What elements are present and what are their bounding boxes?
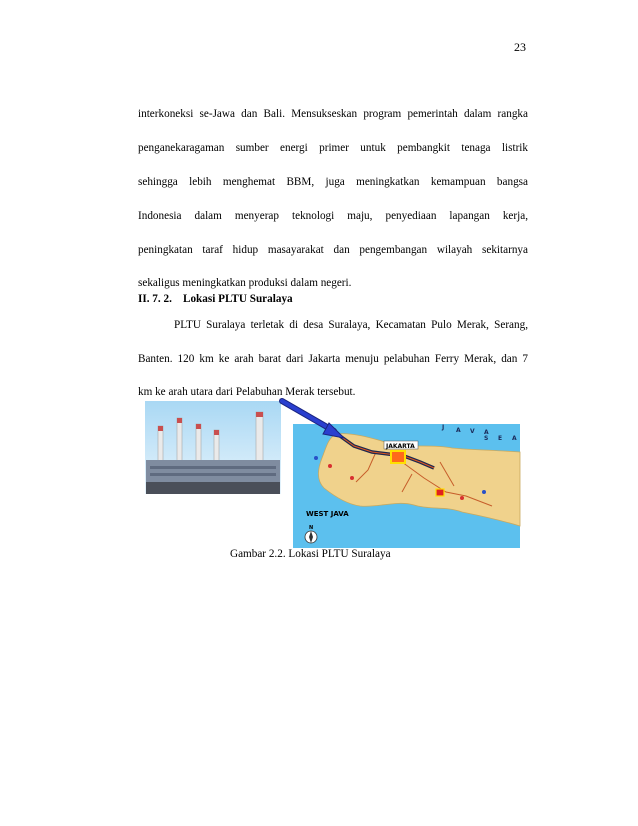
- section-number: II. 7. 2.: [138, 293, 172, 305]
- sea-letter: J: [442, 424, 445, 431]
- city-marker: [482, 490, 486, 494]
- power-plant-photo: [145, 401, 281, 494]
- text-line: Indonesia dalam menyerap teknologi maju, penyediaan lapangan kerja,: [138, 210, 528, 222]
- section-title: Lokasi PLTU Suralaya: [183, 293, 293, 305]
- sea-letter: V: [470, 428, 475, 435]
- text-line: peningkatan taraf hidup masayarakat dan pengembangan wilayah sekitarnya: [138, 244, 528, 256]
- sea-letter: A: [456, 427, 461, 434]
- city-marker: [328, 464, 332, 468]
- sea-letter: S: [484, 435, 489, 442]
- text-line: Banten. 120 km ke arah barat dari Jakarta menuju pelabuhan Ferry Merak, dan 7: [138, 353, 528, 365]
- jakarta-marker: [391, 451, 405, 463]
- compass-north-label: N: [309, 525, 314, 531]
- city-marker: [350, 476, 354, 480]
- text-line: penganekaragaman sumber energi primer untuk pembangkit tenaga listrik: [138, 142, 528, 154]
- page-number: 23: [514, 40, 526, 54]
- text-line: sehingga lebih menghemat BBM, juga meningkatkan kemampuan bangsa: [138, 176, 528, 188]
- city-marker: [314, 456, 318, 460]
- text-line: interkoneksi se-Jawa dan Bali. Mensukseskan program pemerintah dalam rangka: [138, 108, 528, 120]
- sea-letter: E: [498, 435, 503, 442]
- text-line: PLTU Suralaya terletak di desa Suralaya, Kecamatan Pulo Merak, Serang,: [174, 319, 528, 331]
- figure-caption: Gambar 2.2. Lokasi PLTU Suralaya: [230, 548, 391, 560]
- city-marker: [460, 496, 464, 500]
- jakarta-label: JAKARTA: [386, 443, 415, 450]
- sea-letter: A: [512, 435, 517, 442]
- west-java-label: WEST JAVA: [306, 510, 349, 518]
- sea-letter: A: [484, 429, 489, 436]
- text-line: sekaligus meningkatkan produksi dalam negeri.: [138, 277, 352, 289]
- plant-building: [146, 460, 280, 482]
- west-java-map: [293, 424, 520, 548]
- text-line: km ke arah utara dari Pelabuhan Merak tersebut.: [138, 386, 356, 398]
